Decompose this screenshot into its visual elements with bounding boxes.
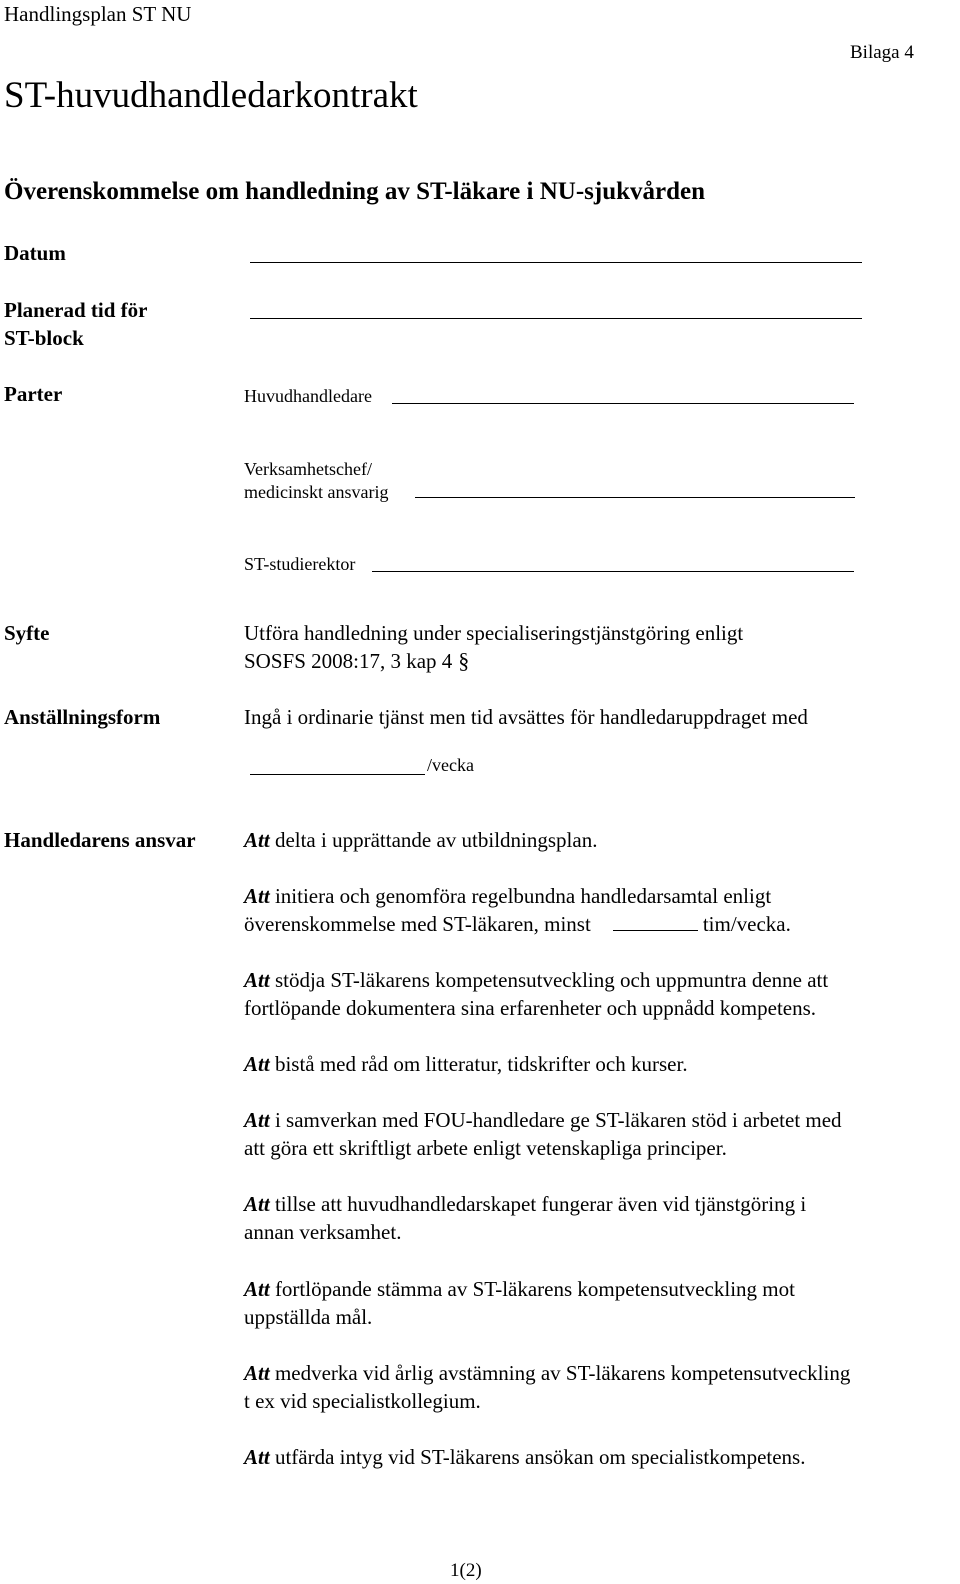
ansvar-item-8: Att medverka vid årlig avstämning av ST-läkarens kompetensutveckling t ex vid specialistkollegium.	[244, 1361, 851, 1413]
running-header: Handlingsplan ST NU	[4, 2, 192, 26]
datum-blank-line	[250, 262, 862, 263]
verksamhetschef-blank-line	[415, 497, 855, 498]
ansvar-item-6: Att tillse att huvudhandledarskapet fungerar även vid tjänstgöring i annan verksamhet.	[244, 1192, 807, 1244]
parter-label: Parter	[4, 382, 63, 406]
attachment-label: Bilaga 4	[850, 42, 914, 63]
paragraph-sign: §	[458, 648, 470, 673]
syfte-text: Utföra handledning under specialiseringstjänstgöring enligt SOSFS 2008:17, 3 kap 4 §	[244, 621, 744, 673]
ansvar-item-9: Att utfärda intyg vid ST-läkarens ansökan om specialistkompetens.	[244, 1445, 806, 1469]
anstallningsform-text: Ingå i ordinarie tjänst men tid avsättes för handledaruppdraget med	[244, 705, 808, 729]
ansvar-item-5: Att i samverkan med FOU-handledare ge ST-läkaren stöd i arbetet med att göra ett skriftligt arbete enligt vetenskapliga principer.	[244, 1108, 842, 1160]
handledarens-ansvar-label: Handledarens ansvar	[4, 828, 196, 852]
syfte-label: Syfte	[4, 621, 50, 645]
ansvar-item-2: Att initiera och genomföra regelbundna handledarsamtal enligt överenskommelse med ST-läkaren, minst tim/vecka.	[244, 884, 791, 936]
verksamhetschef-label: Verksamhetschef/ medicinskt ansvarig	[244, 459, 389, 502]
per-week-label: /vecka	[427, 755, 474, 775]
ansvar-item-3: Att stödja ST-läkarens kompetensutveckling och uppmuntra denne att fortlöpande dokumentera sina erfarenheter och uppnådd kompetens.	[244, 968, 829, 1020]
studierektor-blank-line	[372, 571, 854, 572]
anstallningsform-label: Anställningsform	[4, 705, 161, 729]
ansvar-item-7: Att fortlöpande stämma av ST-läkarens kompetensutveckling mot uppställda mål.	[244, 1277, 795, 1329]
hours-blank-line	[613, 912, 698, 931]
studierektor-label: ST-studierektor	[244, 554, 356, 574]
document-subtitle: Överenskommelse om handledning av ST-läkare i NU-sjukvården	[4, 178, 706, 205]
datum-label: Datum	[4, 241, 66, 265]
huvudhandledare-label: Huvudhandledare	[244, 386, 372, 406]
ansvar-item-4: Att bistå med råd om litteratur, tidskrifter och kurser.	[244, 1052, 688, 1076]
document-title: ST-huvudhandledarkontrakt	[4, 75, 418, 116]
planerad-tid-label: Planerad tid för ST-block	[4, 298, 148, 350]
hours-per-week-blank-line	[250, 774, 425, 775]
huvudhandledare-blank-line	[392, 403, 854, 404]
page-number: 1(2)	[450, 1560, 482, 1581]
ansvar-item-1: Att delta i upprättande av utbildningsplan.	[244, 828, 598, 852]
planerad-tid-blank-line	[250, 318, 862, 319]
